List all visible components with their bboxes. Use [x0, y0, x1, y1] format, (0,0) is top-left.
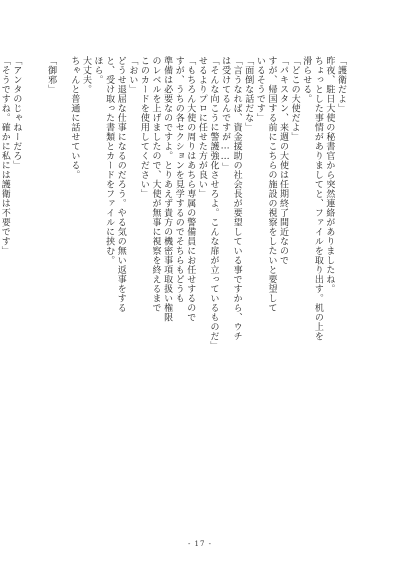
text-line: ちゃんと普通に話せている。: [69, 56, 80, 180]
text-line: [56, 56, 68, 524]
text-line: 準備は必要なのですよ。とりあえず貴方の機密事項取扱い権限: [162, 56, 173, 322]
text-line: 「もちろん大使の周りはあちら専属の警備員にお任せするので: [185, 56, 196, 322]
text-line: のレベルを上げましたので、大使が無事に視察を終えるまで: [150, 56, 161, 313]
text-line: すが、帰国する前にこちらの施設の視察をしたいと要望して: [266, 56, 277, 313]
text-line: [21, 56, 33, 524]
text-line: 「護衛だよ」: [336, 56, 346, 113]
text-line: どうせ退屈な仕事になるのだろう。やる気の無い返事をする: [115, 56, 126, 313]
text-line: 「アンタのじゃねーだろ」: [11, 56, 22, 170]
text-line: 「面倒な話だな」: [243, 56, 254, 132]
text-line: と、受け取った書類とカードをファイルに挟む。: [104, 56, 115, 265]
text-line: 「おい」: [127, 56, 138, 94]
text-line: すが、うちの各セクションを見学するのでそちらもどうも: [173, 56, 184, 303]
text-line: 「そんな向こうに警護強化させろよ。こんな扉が立っているものだ」: [208, 56, 219, 351]
text-line: ほら。: [92, 56, 103, 85]
page-number: - 17 -: [187, 540, 213, 548]
text-line: 「パキスタン、来週の大使は任期終了間近なので: [278, 56, 289, 265]
text-line: は受けてるんですが……」: [220, 56, 231, 172]
text-line: 「どこの大使だよ」: [289, 56, 300, 142]
text-line: 「言うなれば、資金援助の社会長が要望している事ですから、ウチ: [231, 56, 242, 341]
text-line: 「御邪」: [46, 56, 57, 94]
text-line: ちょっとした事情がありましてと、ファイルを取り出す。机の上を: [312, 56, 323, 341]
text-line: 大丈夫。: [80, 56, 91, 94]
text-line: 滑らせる。: [301, 56, 312, 104]
text-line: 昨夜、駐日大使の秘書官から突然連絡がありましたね。: [324, 56, 335, 294]
text-line: このカードを使用してください」: [138, 56, 149, 199]
text-line: せるよりプロに任せた方が良い」: [196, 56, 207, 199]
body-text: [0, 56, 346, 524]
text-line: いるそうです」: [254, 56, 265, 123]
text-line: [33, 56, 45, 524]
text-line: 「そうですね。確かに私には護衛は不要です」: [0, 56, 10, 256]
